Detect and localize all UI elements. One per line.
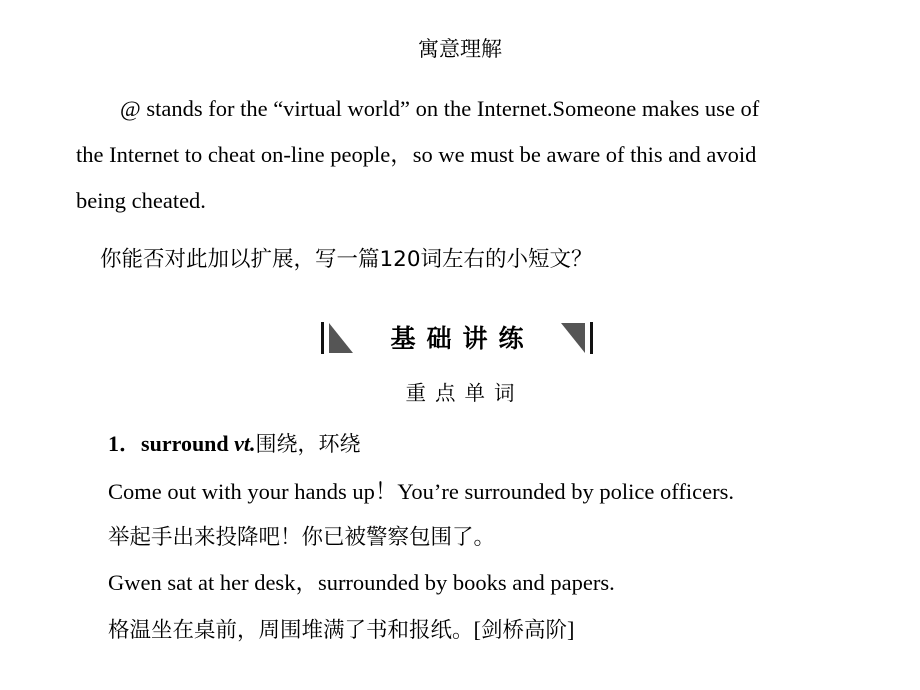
example-source: 剑桥高阶	[481, 618, 568, 643]
source-close-bracket: ]	[567, 617, 575, 642]
entry-part-of-speech: vt.	[234, 431, 256, 456]
entry-word: surround	[141, 431, 229, 456]
meaning-paragraph-line-2: the Internet to cheat on-line people，so we must be aware of this and avoid	[76, 142, 757, 167]
meaning-heading: 寓意理解	[418, 37, 502, 61]
example-translation-2	[108, 608, 575, 653]
example-sentence-1: Come out with your hands up！You’re surrounded by police officers.	[108, 479, 734, 504]
entry-number: 1．	[108, 431, 142, 456]
example-sentence-2: Gwen sat at her desk，surrounded by books and papers.	[108, 570, 615, 595]
meaning-paragraph-line-3: being cheated.	[76, 188, 206, 213]
writing-question: 你能否对此加以扩展，写一篇120词左右的小短文？	[100, 247, 593, 272]
banner-right-bar-icon	[590, 322, 593, 354]
entry-gloss: 围绕，环绕	[255, 432, 361, 456]
section-banner	[321, 319, 593, 357]
example-translation-2-text: 格温坐在桌前，周围堆满了书和报纸。	[108, 618, 474, 643]
subheading: 重点单词	[405, 381, 524, 405]
meaning-paragraph-line-1: @ stands for the “virtual world” on the Internet.Someone makes use of	[120, 96, 760, 121]
banner-right-triangle-icon	[561, 323, 585, 353]
example-translation-1: 举起手出来投降吧！你已被警察包围了。	[108, 525, 496, 550]
vocab-entry-heading	[108, 424, 361, 464]
source-open-bracket: [	[473, 617, 482, 642]
section-title: 基础讲练	[390, 324, 535, 353]
